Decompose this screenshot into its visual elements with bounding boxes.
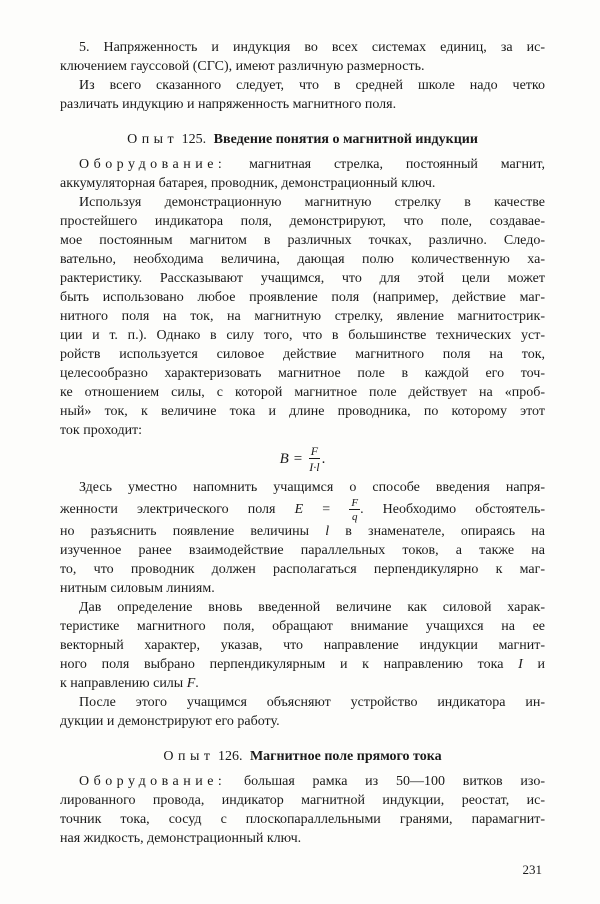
text-segment: женности электрического поля [60, 502, 276, 518]
text-line: Из всего сказанного следует, что в средней школе надо четко [79, 78, 545, 93]
text-segment: . [195, 676, 199, 691]
equipment-line: ная жидкость, демонстрационный ключ. [60, 831, 302, 846]
experiment-number: 125. [181, 132, 207, 147]
text-line: вательно, необходима величина, дающая полю количественную ха- [60, 252, 545, 267]
text-line: простейшего индикатора поля, демонстрируют, что поле, создавае- [60, 214, 545, 229]
fraction-numerator: F [351, 497, 359, 509]
induction-formula [60, 442, 545, 476]
experiment-label: Опыт [163, 749, 215, 764]
equipment-text: большая рамка из 50—100 витков изо- [244, 774, 546, 789]
text-line: После этого учащимся объясняют устройство индикатора ин- [79, 695, 545, 710]
text-segment: в знаменателе, опираясь на [345, 524, 546, 539]
text-segment: ного поля выбрано перпендикулярным и к направлению тока [60, 657, 504, 672]
text-line [60, 674, 545, 693]
text-line [60, 655, 545, 674]
equipment-text: магнитная стрелка, постоянный магнит, [249, 157, 545, 172]
equipment-line: точник тока, сосуд с плоскопараллельными гранями, парамагнит- [60, 812, 545, 827]
text-line: ройств используется силовое действие магнитного поля на ток, [60, 347, 545, 362]
formula-equals: = [293, 450, 303, 467]
equipment-line: лированного провода, индикатор магнитной индукции, реостат, ис- [60, 793, 545, 808]
text-line: целесообразно характеризовать магнитное поле в каждой его точ- [60, 366, 545, 381]
text-line: то, что проводник должен располагаться перпендикулярно к маг- [60, 562, 545, 577]
formula-period: . [321, 450, 326, 467]
text-line: ключением гауссовой (СГС), имеют различную размерность. [60, 59, 425, 74]
variable-i: I [518, 657, 523, 672]
text-line: мое постоянным магнитом в различных точках, различно. Следо- [60, 233, 545, 248]
variable-e: E [294, 502, 304, 518]
text-line: быть использовано любое проявление поля (например, действие маг- [60, 290, 545, 305]
text-line: Используя демонстрационную магнитную стрелку в качестве [79, 195, 545, 210]
text-line: различать индукцию и напряженность магнитного поля. [60, 97, 397, 112]
text-line: ток проходит: [60, 423, 143, 438]
experiment-title: Магнитное поле прямого тока [249, 749, 442, 764]
text-line: ции и т. п.). Однако в силу того, что в большинстве технических уст- [60, 328, 545, 343]
text-line: рактеристику. Рассказывают учащимся, что для этой цели может [60, 271, 545, 286]
text-line: дукции и демонстрируют его работу. [60, 714, 280, 729]
variable-f: F [186, 676, 196, 691]
text-segment: к направлению силы [60, 676, 184, 691]
equipment-line [60, 772, 545, 791]
equipment-label: Оборудование: [79, 157, 227, 172]
text-line: нитным силовым линиям. [60, 581, 215, 596]
formula-fraction [307, 444, 321, 474]
text-segment: . Необходимо обстоятель- [360, 502, 546, 518]
equals-sign: = [322, 502, 331, 518]
variable-l: l [325, 524, 330, 539]
text-line [60, 522, 545, 541]
text-line: теристике магнитного поля, обращают внимание учащихся на ее [60, 619, 545, 634]
text-segment: и [537, 657, 546, 672]
text-line: ке отношением силы, с которой магнитное поле действует на «проб- [60, 385, 545, 400]
fraction-denominator: q [351, 511, 358, 523]
experiment-126-heading [60, 747, 545, 766]
inline-fraction [349, 497, 360, 523]
text-column [60, 38, 545, 848]
text-line-with-formula [60, 497, 545, 522]
text-line: векторный характер, указав, что направление индукции магнит- [60, 638, 545, 653]
experiment-number: 126. [217, 749, 243, 764]
experiment-label: Опыт [127, 132, 179, 147]
formula-denominator: I·l [309, 460, 320, 474]
experiment-125-heading [60, 130, 545, 149]
equipment-line [60, 155, 545, 174]
text-line: Дав определение вновь введенной величине как силовой харак- [79, 600, 545, 615]
text-line: изученное ранее взаимодействие параллельных токов, а также на [60, 543, 545, 558]
equipment-label: Оборудование: [79, 774, 227, 789]
formula-lhs: B [279, 450, 289, 467]
text-line: нитного поля на ток, на магнитную стрелку, явление магнитострик- [60, 309, 545, 324]
text-segment: но разъяснить появление величины [60, 524, 310, 539]
text-line: Здесь уместно напомнить учащимся о способе введения напря- [79, 480, 545, 495]
text-line: ный» ток, к величине тока и длине проводника, по которому этот [60, 404, 545, 419]
page-number: 231 [522, 862, 542, 877]
formula-numerator: F [310, 444, 319, 458]
experiment-title: Введение понятия о магнитной индукции [213, 132, 478, 147]
equipment-line: аккумуляторная батарея, проводник, демонстрационный ключ. [60, 176, 436, 191]
text-line: 5. Напряженность и индукция во всех системах единиц, за ис- [79, 40, 545, 55]
